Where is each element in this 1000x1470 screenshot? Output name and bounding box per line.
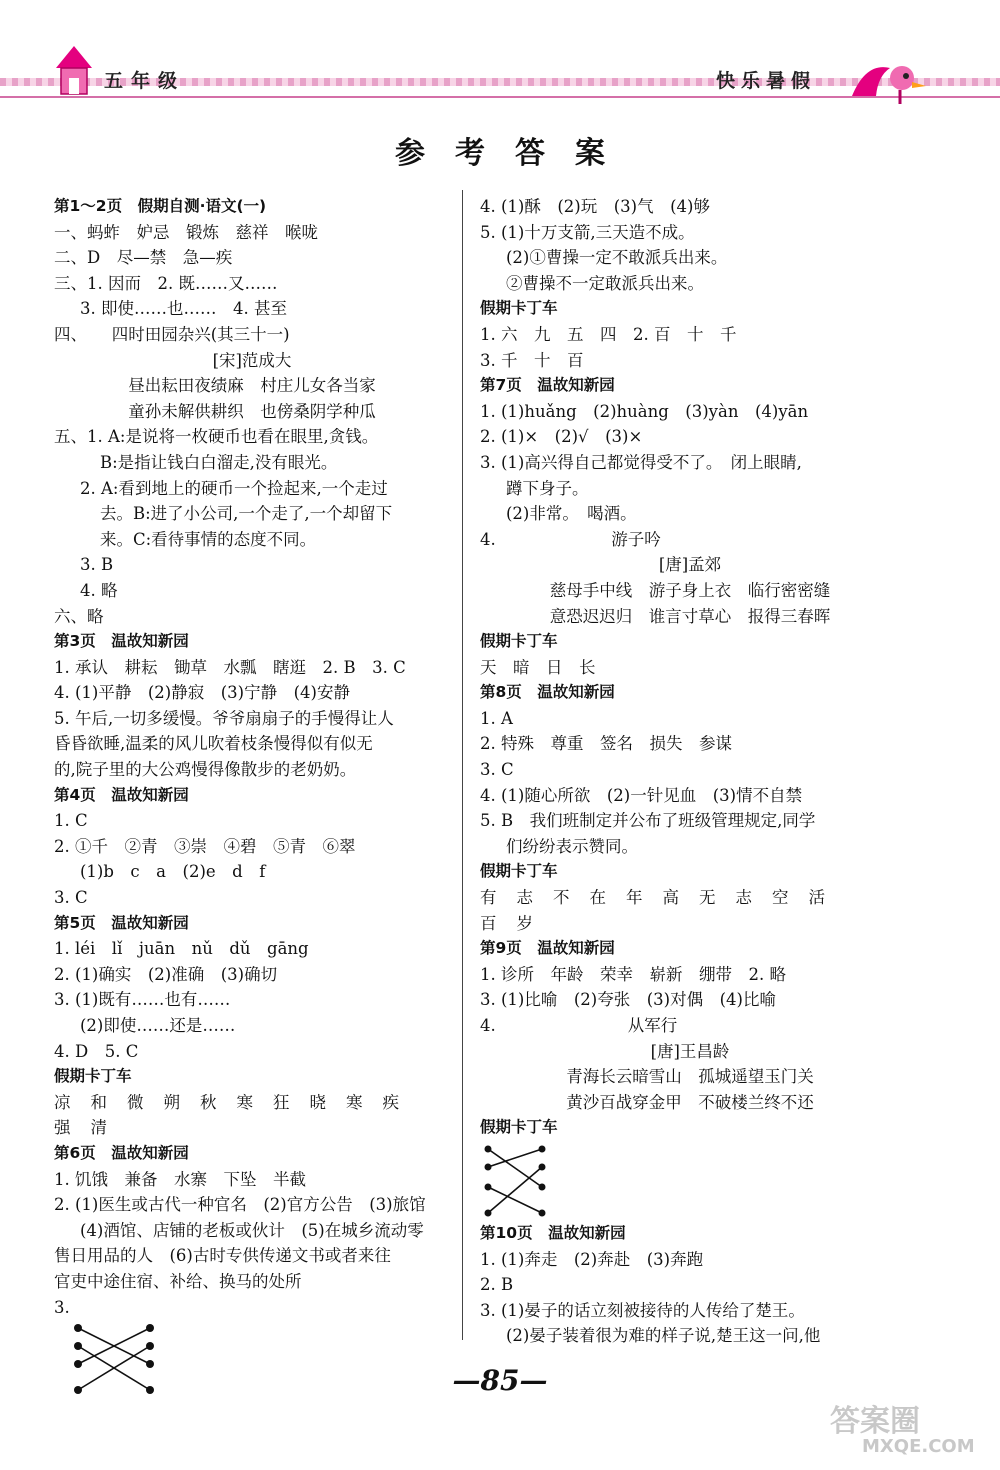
poem-line: 意恐迟迟归 谁言寸草心 报得三春晖 bbox=[549, 606, 831, 626]
section-heading: 第10页 温故知新园 bbox=[480, 1223, 626, 1242]
section-heading: 第1～2页 假期自测·语文(一) bbox=[54, 197, 267, 215]
answer-line: 3. 千 十 百 bbox=[480, 350, 584, 370]
answer-line: 2. B bbox=[480, 1275, 514, 1295]
answer-line: 四、 四时田园杂兴(其三十一) bbox=[54, 324, 290, 344]
house-icon bbox=[54, 44, 94, 100]
answer-line: 2. (1)× (2)√ (3)× bbox=[480, 427, 643, 447]
answer-line: 4. 略 bbox=[80, 580, 118, 600]
answer-line: 1. (1)huǎng (2)huàng (3)yàn (4)yān bbox=[480, 401, 809, 421]
answer-line: 有志不在年高无志空活 bbox=[480, 888, 845, 908]
poem-line: 童孙未解供耕织 也傍桑阴学种瓜 bbox=[128, 401, 376, 421]
answer-line: 六、略 bbox=[54, 606, 104, 626]
answer-line: 1. léi lǐ juān nǔ dǔ gāng bbox=[54, 939, 309, 959]
answer-line: 们纷纷表示赞同。 bbox=[506, 836, 638, 856]
answer-line: 5. (1)十万支箭,三天造不成。 bbox=[480, 222, 695, 242]
answer-line: 4. (1)随心所欲 (2)一针见血 (3)情不自禁 bbox=[480, 785, 803, 805]
answer-line: 3. C bbox=[54, 888, 88, 908]
poem-title: 4. 游子吟 bbox=[480, 529, 661, 549]
answer-line: 一、蚂蚱 妒忌 锻炼 慈祥 喉咙 bbox=[54, 222, 318, 242]
answer-line: 蹲下身子。 bbox=[506, 478, 589, 498]
answer-line: 官吏中途住宿、补给、换马的处所 bbox=[54, 1271, 302, 1291]
poem-line: 青海长云暗雪山 孤城遥望玉门关 bbox=[566, 1067, 814, 1087]
answer-line: 3. C bbox=[480, 760, 514, 780]
answer-line: 2. (1)确实 (2)准确 (3)确切 bbox=[54, 964, 278, 984]
answer-line: 1. C bbox=[54, 811, 88, 831]
answer-line: 的,院子里的大公鸡慢得像散步的老奶奶。 bbox=[54, 760, 357, 780]
answer-line: (1)b c a (2)e d f bbox=[80, 862, 266, 882]
section-heading: 假期卡丁车 bbox=[480, 1118, 558, 1137]
answer-line: 2. 特殊 尊重 签名 损失 参谋 bbox=[480, 734, 732, 754]
grade-label: 五年级 bbox=[104, 70, 186, 92]
answer-line: 去。B:进了小公司,一个走了,一个却留下 bbox=[100, 504, 393, 524]
answer-line: 3. (1)比喻 (2)夸张 (3)对偶 (4)比喻 bbox=[480, 990, 776, 1010]
series-label: 快乐暑假 bbox=[716, 70, 817, 92]
section-heading: 假期卡丁车 bbox=[480, 299, 558, 318]
poem-author: [唐]孟郊 bbox=[658, 555, 722, 575]
bird-icon bbox=[846, 56, 930, 106]
section-heading: 第4页 温故知新园 bbox=[54, 785, 189, 804]
section-heading: 第7页 温故知新园 bbox=[480, 376, 615, 395]
answer-line: 强清 bbox=[54, 1118, 127, 1138]
watermark-url: MXQE.COM bbox=[862, 1436, 975, 1457]
matching-diagram bbox=[480, 1141, 900, 1221]
section-heading: 假期卡丁车 bbox=[54, 1067, 132, 1086]
answer-line: 百岁 bbox=[480, 913, 553, 933]
column-divider bbox=[462, 190, 463, 1340]
section-heading: 第5页 温故知新园 bbox=[54, 913, 189, 932]
answer-line: 3. bbox=[54, 1297, 70, 1317]
poem-author: [宋]范成大 bbox=[212, 350, 292, 370]
poem-author: [唐]王昌龄 bbox=[650, 1041, 730, 1061]
poem-line: 黄沙百战穿金甲 不破楼兰终不还 bbox=[566, 1092, 814, 1112]
poem-line: 昼出耘田夜绩麻 村庄儿女各当家 bbox=[128, 376, 376, 396]
answer-line: 4. (1)平静 (2)静寂 (3)宁静 (4)安静 bbox=[54, 683, 350, 703]
answer-line: (2)即使……还是…… bbox=[80, 1016, 236, 1035]
answer-line: 昏昏欲睡,温柔的风儿吹着枝条慢得似有似无 bbox=[54, 734, 373, 754]
answer-line: 3. 即使……也…… 4. 甚至 bbox=[80, 299, 287, 319]
answer-line: 5. 午后,一切多缓慢。爷爷扇扇子的手慢得让人 bbox=[54, 708, 394, 728]
answer-line: B:是指让钱白白溜走,没有眼光。 bbox=[100, 452, 338, 472]
answer-line: 售日用品的人 (6)古时专供传递文书或者来往 bbox=[54, 1246, 391, 1266]
answer-line: 凉和微朔秋寒狂晓寒疾 bbox=[54, 1092, 419, 1112]
answer-line: 3. (1)既有……也有…… bbox=[54, 990, 231, 1010]
answer-line: 天 暗 日 长 bbox=[480, 657, 596, 677]
answer-line: 4. (1)酥 (2)玩 (3)气 (4)够 bbox=[480, 197, 710, 216]
page-title: 参考答案 bbox=[395, 136, 635, 171]
answer-line: 三、1. 因而 2. 既……又…… bbox=[54, 273, 278, 293]
section-heading: 第3页 温故知新园 bbox=[54, 632, 189, 651]
section-heading: 第8页 温故知新园 bbox=[480, 683, 615, 702]
answer-line: 二、D 尽—禁 急—疾 bbox=[54, 248, 233, 268]
poem-title: 4. 从军行 bbox=[480, 1016, 678, 1035]
answer-line: 1. A bbox=[480, 708, 513, 728]
answer-line: (2)晏子装着很为难的样子说,楚王这一问,他 bbox=[506, 1326, 821, 1346]
page-number: —85— bbox=[452, 1364, 548, 1397]
answer-line: 3. (1)高兴得自己都觉得受不了。 闭上眼睛, bbox=[480, 452, 802, 472]
answer-line: 1. 饥饿 兼备 水寨 下坠 半截 bbox=[54, 1169, 306, 1189]
answer-line: 1. 诊所 年龄 荣幸 崭新 绷带 2. 略 bbox=[480, 964, 786, 984]
answer-line: 2. ①千 ②青 ③崇 ④碧 ⑤青 ⑥翠 bbox=[54, 836, 356, 856]
answer-line: 3. (1)晏子的话立刻被接待的人传给了楚王。 bbox=[480, 1300, 805, 1320]
answer-line: 1. 承认 耕耘 锄草 水瓢 瞎逛 2. B 3. C bbox=[54, 657, 406, 677]
answer-line: 5. B 我们班制定并公布了班级管理规定,同学 bbox=[480, 811, 816, 831]
answer-line: 1. (1)奔走 (2)奔赴 (3)奔跑 bbox=[480, 1249, 704, 1269]
page-header bbox=[0, 0, 1000, 120]
right-column bbox=[480, 194, 900, 1349]
section-heading: 第6页 温故知新园 bbox=[54, 1143, 189, 1162]
section-heading: 假期卡丁车 bbox=[480, 632, 558, 651]
section-heading: 假期卡丁车 bbox=[480, 862, 558, 881]
left-column bbox=[54, 194, 450, 1398]
answer-line: 2. A:看到地上的硬币一个捡起来,一个走过 bbox=[80, 478, 388, 498]
answer-line: 五、1. A:是说将一枚硬币也看在眼里,贪钱。 bbox=[54, 427, 379, 447]
section-heading: 第9页 温故知新园 bbox=[480, 939, 615, 958]
answer-line: (2)非常。 喝酒。 bbox=[506, 504, 637, 524]
watermark-logo: 答案圈 bbox=[830, 1404, 920, 1439]
answer-line: 来。C:看待事情的态度不同。 bbox=[100, 529, 317, 549]
poem-line: 慈母手中线 游子身上衣 临行密密缝 bbox=[549, 580, 831, 600]
answer-line: 2. (1)医生或古代一种官名 (2)官方公告 (3)旅馆 bbox=[54, 1195, 426, 1215]
answer-line: 3. B bbox=[80, 555, 114, 575]
answer-line: (2)①曹操一定不敢派兵出来。 bbox=[506, 248, 728, 268]
answer-line: (4)酒馆、店铺的老板或伙计 (5)在城乡流动零 bbox=[80, 1220, 424, 1240]
answer-line: 1. 六 九 五 四 2. 百 十 千 bbox=[480, 324, 737, 344]
matching-lines bbox=[480, 1143, 550, 1219]
answer-line: ②曹操不一定敢派兵出来。 bbox=[506, 273, 704, 293]
answer-line: 4. D 5. C bbox=[54, 1041, 139, 1061]
